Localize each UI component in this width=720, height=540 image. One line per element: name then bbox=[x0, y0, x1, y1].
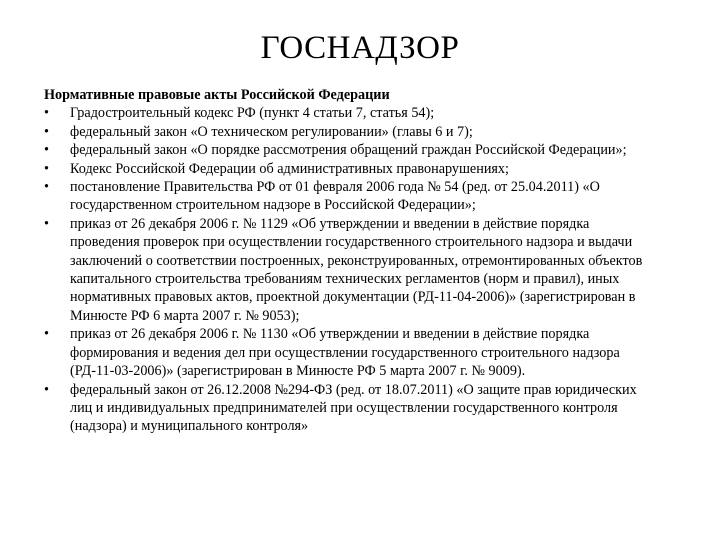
bullet-icon: • bbox=[44, 142, 49, 159]
list-item-text-line: постановление Правительства РФ от 01 февраля 2006 года № 54 (ред. от 25.04.2011) «О bbox=[70, 179, 600, 196]
list-item-text-line: государственном строительном надзоре в Российской Федерации»; bbox=[70, 197, 476, 214]
list-item-text-line: Кодекс Российской Федерации об административных правонарушениях; bbox=[70, 160, 509, 177]
list-item-text-line: лиц и индивидуальных предпринимателей при осуществлении государственного контроля bbox=[70, 399, 618, 416]
list-item-text-line: Градостроительный кодекс РФ (пункт 4 статьи 7, статья 54); bbox=[70, 105, 435, 122]
list-item bbox=[44, 325, 690, 380]
legal-acts-list bbox=[44, 104, 690, 435]
list-item-text-line: (РД-11-03-2006)» (зарегистрирован в Минюсте РФ 5 марта 2007 г. № 9009). bbox=[70, 363, 526, 380]
bullet-icon: • bbox=[44, 326, 49, 343]
bullet-icon: • bbox=[44, 381, 49, 398]
list-item-text-line: приказ от 26 декабря 2006 г. № 1130 «Об утверждении и введении в действие порядка bbox=[70, 326, 590, 343]
list-item-text-line: капитального строительства требованиям технических регламентов (норм и правил), иных bbox=[70, 271, 620, 288]
bullet-icon: • bbox=[44, 215, 49, 232]
list-item-text-line: федеральный закон «О техническом регулировании» (главы 6 и 7); bbox=[70, 123, 473, 140]
bullet-icon: • bbox=[44, 105, 49, 122]
list-item-text-line: (надзора) и муниципального контроля» bbox=[70, 418, 309, 435]
list-item-text-line: федеральный закон от 26.12.2008 №294-ФЗ (ред. от 18.07.2011) «О защите прав юридических bbox=[70, 381, 637, 398]
bullet-icon: • bbox=[44, 123, 49, 140]
slide-content bbox=[44, 86, 690, 436]
page-title: ГОСНАДЗОР bbox=[260, 30, 460, 66]
list-item bbox=[44, 178, 690, 215]
list-item-text-line: приказ от 26 декабря 2006 г. № 1129 «Об утверждении и введении в действие порядка bbox=[70, 215, 590, 232]
list-item bbox=[44, 123, 690, 141]
list-item bbox=[44, 215, 690, 325]
list-item bbox=[44, 141, 690, 159]
bullet-icon: • bbox=[44, 160, 49, 177]
bullet-icon: • bbox=[44, 179, 49, 196]
list-item-text-line: Минюсте РФ 6 марта 2007 г. № 9053); bbox=[70, 307, 300, 324]
list-item-text-line: нормативных правовых актов, проектной документации (РД-11-04-2006)» (зарегистрирован в bbox=[70, 289, 636, 306]
list-item-text-line: федеральный закон «О порядке рассмотрения обращений граждан Российской Федерации»; bbox=[70, 142, 627, 159]
list-item-text-line: проведения проверок при осуществлении государственного строительного надзора и выдачи bbox=[70, 234, 633, 251]
section-heading: Нормативные правовые акты Российской Федерации bbox=[44, 87, 390, 103]
list-item-text-line: формирования и ведения дел при осуществлении государственного строительного надзора bbox=[70, 344, 620, 361]
list-item-text-line: заключений о соответствии построенных, реконструированных, отремонтированных объектов bbox=[70, 252, 643, 269]
list-item bbox=[44, 160, 690, 178]
list-item bbox=[44, 381, 690, 436]
list-item bbox=[44, 104, 690, 122]
